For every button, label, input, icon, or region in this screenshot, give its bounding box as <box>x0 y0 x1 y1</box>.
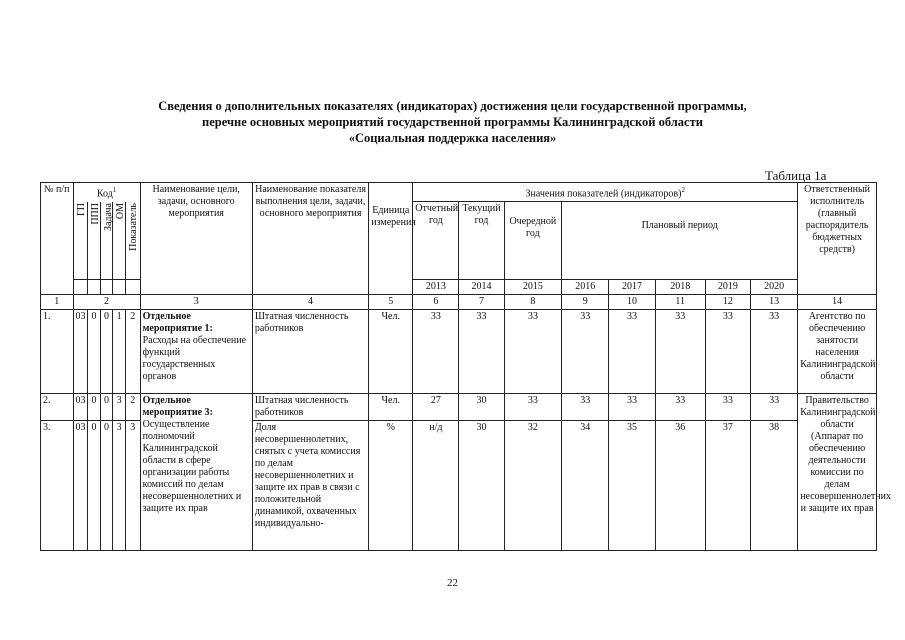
row-name-bold: Отдельное мероприятие 3: <box>142 395 213 419</box>
table-row <box>41 394 877 421</box>
row-responsible: Агентство по обеспечению занятости населения Калининградской области <box>798 310 877 394</box>
value-2019: 37 <box>705 421 750 551</box>
col-num: 3 <box>140 295 252 310</box>
value-2015: 32 <box>504 421 562 551</box>
header-name: Наименование цели, задачи, основного мероприятия <box>140 183 252 295</box>
year-2013: 2013 <box>413 280 459 295</box>
row-name <box>140 310 252 394</box>
value-2016: 33 <box>562 394 609 421</box>
code-gp: 03 <box>73 394 88 421</box>
col-num: 8 <box>504 295 562 310</box>
value-2018: 33 <box>655 394 705 421</box>
value-2018: 33 <box>655 310 705 394</box>
title-line-2: перечне основных мероприятий государственной программы Калининградской области <box>202 115 703 129</box>
row-num: 1. <box>41 310 74 394</box>
code-sub-gp: ГП <box>73 202 88 280</box>
row-indicator: Доля несовершеннолетних, снятых с учета комиссия по делам несовершеннолетних и защите их прав в связи с положительной динамикой, охваченных индивидуально- <box>252 421 368 551</box>
indicators-table <box>40 182 891 551</box>
row-responsible: Правительство Калининградской области (Аппарат по обеспечению деятельности комиссии по делам несовершеннолетних и защите их прав <box>798 394 877 551</box>
code-task: 0 <box>100 310 113 394</box>
page-number: 22 <box>447 577 458 589</box>
header-unit: Единица измерения <box>369 183 413 295</box>
row-num: 2. <box>41 394 74 421</box>
code-indicator: 3 <box>125 421 140 551</box>
value-2018: 36 <box>655 421 705 551</box>
row-name-text: Осуществление полномочий Калининградской области в сфере организации работы комиссий по делам несовершеннолетних и защите их прав <box>142 419 242 515</box>
col-num: 7 <box>459 295 504 310</box>
header-next-year: Очередной год <box>504 202 562 280</box>
row-name <box>140 394 252 551</box>
code-ppp: 0 <box>88 421 101 551</box>
header-report-year: Отчетный год <box>413 202 459 280</box>
year-2016: 2016 <box>562 280 609 295</box>
col-num: 1 <box>41 295 74 310</box>
value-2014: 30 <box>459 421 504 551</box>
value-2019: 33 <box>705 310 750 394</box>
col-num: 13 <box>750 295 797 310</box>
code-task: 0 <box>100 394 113 421</box>
code-indicator: 2 <box>125 310 140 394</box>
code-om: 1 <box>113 310 126 394</box>
row-unit: Чел. <box>369 394 413 421</box>
header-code: Код$^1$ <box>73 183 140 202</box>
year-2017: 2017 <box>609 280 655 295</box>
row-name-bold: Отдельное мероприятие 1: <box>142 311 213 335</box>
value-2020: 33 <box>750 310 797 394</box>
column-number-row <box>41 295 877 310</box>
title-line-3: «Социальная поддержка населения» <box>348 131 557 145</box>
values-footnote-mark: 2 <box>681 186 685 194</box>
code-sub-task: Задача <box>100 202 113 280</box>
code-sub-om: ОМ <box>113 202 126 280</box>
code-om: 3 <box>113 421 126 551</box>
col-num: 6 <box>413 295 459 310</box>
code-gp: 03 <box>73 421 88 551</box>
value-2015: 33 <box>504 394 562 421</box>
value-2014: 33 <box>459 310 504 394</box>
code-task: 0 <box>100 421 113 551</box>
value-2020: 33 <box>750 394 797 421</box>
col-num: 5 <box>369 295 413 310</box>
row-unit: % <box>369 421 413 551</box>
code-ppp: 0 <box>88 394 101 421</box>
value-2013: 33 <box>413 310 459 394</box>
header-responsible: Ответственный исполнитель (главный распорядитель бюджетных средств) <box>798 183 877 295</box>
col-num: 14 <box>798 295 877 310</box>
code-footnote-mark: 1 <box>112 186 117 194</box>
document-title <box>0 98 905 146</box>
col-num: 9 <box>562 295 609 310</box>
code-gp: 03 <box>73 310 88 394</box>
value-2017: 33 <box>609 394 655 421</box>
year-2019: 2019 <box>705 280 750 295</box>
year-2018: 2018 <box>655 280 705 295</box>
value-2013: 27 <box>413 394 459 421</box>
code-sub-indicator: Показатель <box>125 202 140 280</box>
code-ppp: 0 <box>88 310 101 394</box>
value-2016: 33 <box>562 310 609 394</box>
header-current-year: Текущий год <box>459 202 504 280</box>
value-2015: 33 <box>504 310 562 394</box>
year-2015: 2015 <box>504 280 562 295</box>
header-indicator: Наименование показателя выполнения цели, задачи, основного мероприятия <box>252 183 368 295</box>
row-indicator: Штатная численность работников <box>252 394 368 421</box>
value-2014: 30 <box>459 394 504 421</box>
code-sub-ppp: ППП <box>88 202 101 280</box>
row-unit: Чел. <box>369 310 413 394</box>
col-num: 4 <box>252 295 368 310</box>
header-num: № п/п <box>41 183 74 295</box>
year-2020: 2020 <box>750 280 797 295</box>
year-2014: 2014 <box>459 280 504 295</box>
col-num: 2 <box>73 295 140 310</box>
header-row-1 <box>41 183 877 202</box>
value-2020: 38 <box>750 421 797 551</box>
row-indicator: Штатная численность работников <box>252 310 368 394</box>
code-indicator: 2 <box>125 394 140 421</box>
table-row <box>41 310 877 394</box>
col-num: 10 <box>609 295 655 310</box>
header-values: Значения показателей (индикаторов)$^2$ <box>413 183 798 202</box>
title-line-1: Сведения о дополнительных показателях (индикаторах) достижения цели государственной программы, <box>158 99 747 113</box>
header-plan-period: Плановый период <box>562 202 798 280</box>
table-label: Таблица 1а <box>765 168 827 183</box>
row-name-text: Расходы на обеспечение функций государственных органов <box>142 335 247 383</box>
value-2017: 33 <box>609 310 655 394</box>
col-num: 11 <box>655 295 705 310</box>
value-2019: 33 <box>705 394 750 421</box>
value-2017: 35 <box>609 421 655 551</box>
value-2013: н/д <box>413 421 459 551</box>
row-num: 3. <box>41 421 74 551</box>
col-num: 12 <box>705 295 750 310</box>
code-om: 3 <box>113 394 126 421</box>
value-2016: 34 <box>562 421 609 551</box>
